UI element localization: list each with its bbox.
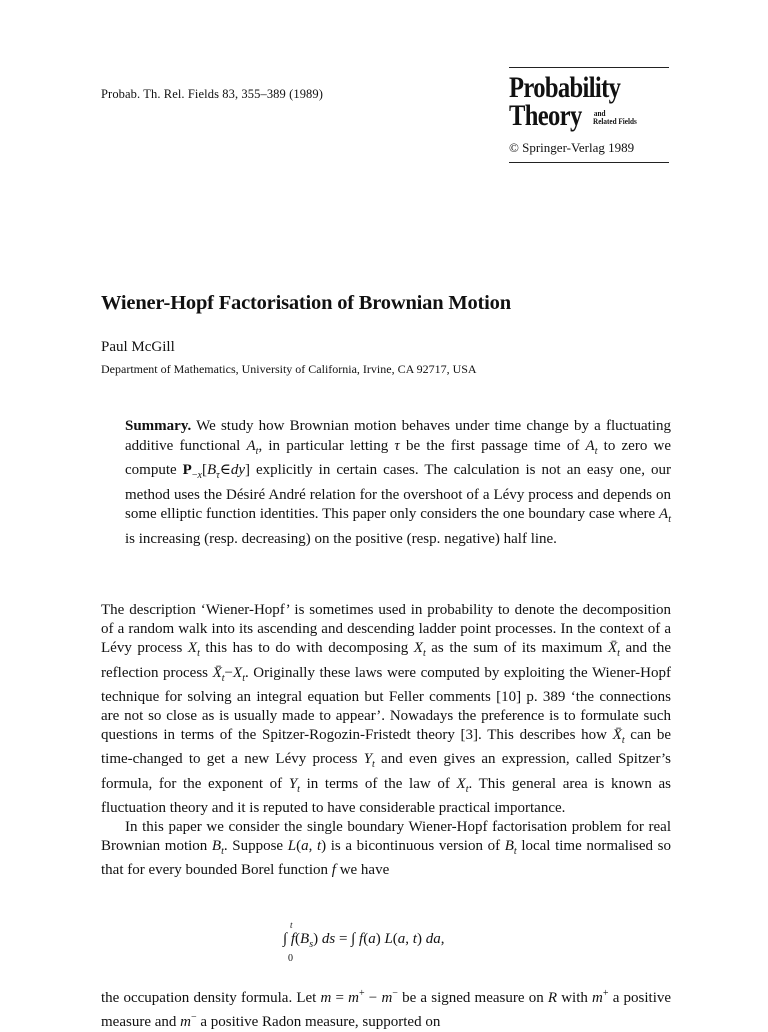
body-section	[101, 601, 671, 881]
formula-expression: ∫ $f(B_s)$ ds = ∫ f(a) L(a, t) da,	[283, 931, 445, 950]
author: Paul McGill	[101, 339, 175, 355]
paragraph: The description ‘Wiener-Hopf’ is sometimes used in probability to denote the decomposition of a random walk into its ascending and descending ladder point processes. In the context of a Lévy process $X_t$ this has to do with decomposing $X_t$ as the sum of its maximum $X̄_t$ and the reflection process $X̄_t-X_t$. Originally these laws were computed by exploiting the Wiener-Hopf technique for solving an integral equation but Feller comments [10] p. 389 ‘the connections are not so close as is usually made to appear’. Nowadays the preference is to formulate such questions in terms of the Spitzer-Rogozin-Fristedt theory [3]. This describes how $X̄_t$ can be time-changed to get a new Lévy process $Y_t$ and even gives an expression, called Spitzer’s formula, for the exponent of $Y_t$ in terms of the law of $X_t$. This general area is known as fluctuation theory and it is reputed to have considerable practical importance.	[101, 602, 671, 816]
citation: Probab. Th. Rel. Fields 83, 355–389 (1989)	[101, 87, 324, 101]
journal-name-line2-wrap	[509, 99, 669, 132]
journal-logo	[509, 67, 669, 163]
paragraph: In this paper we consider the single boundary Wiener-Hopf factorisation problem for real Brownian motion $B_t$. Suppose L(a, t) is a bicontinuous version of $B_t$ local time normalised so that for every bounded Borel function f we have	[101, 819, 672, 879]
paragraph: the occupation density formula. Let m = m+ − m− be a signed measure on R with m+ a positive measure and m− a positive Radon measure, supported on	[101, 988, 672, 1030]
integral-upper-limit: t	[290, 920, 293, 930]
divider	[509, 162, 669, 163]
journal-name-line2: Theory	[509, 99, 582, 132]
divider	[509, 67, 669, 68]
copyright: © Springer-Verlag 1989	[509, 140, 635, 155]
abstract: Summary. We study how Brownian motion behaves under time change by a fluctuating additive functional $A_t$, in particular letting τ be the first passage time of $A_t$ to zero we compute $P_{-x}[B_\tau\in dy]$ explicitly in certain cases. The calculation is not an easy one, our method uses the Désiré André relation for the overshoot of a Lévy process and depends on some elliptic function identities. This paper only considers the one boundary case where $A_t$ is increasing (resp. decreasing) on the positive (resp. negative) half line.	[125, 418, 671, 547]
journal-name-line1: Probability	[509, 71, 621, 104]
journal-name-suffix: and Related Fields	[593, 109, 637, 126]
occupation-density-formula	[279, 920, 579, 964]
abstract-label: Summary.	[125, 418, 192, 434]
paper-title: Wiener-Hopf Factorisation of Brownian Motion	[101, 292, 511, 314]
integral-lower-limit: 0	[288, 953, 293, 964]
affiliation: Department of Mathematics, University of California, Irvine, CA 92717, USA	[101, 362, 477, 376]
body-continuation	[101, 984, 671, 1032]
